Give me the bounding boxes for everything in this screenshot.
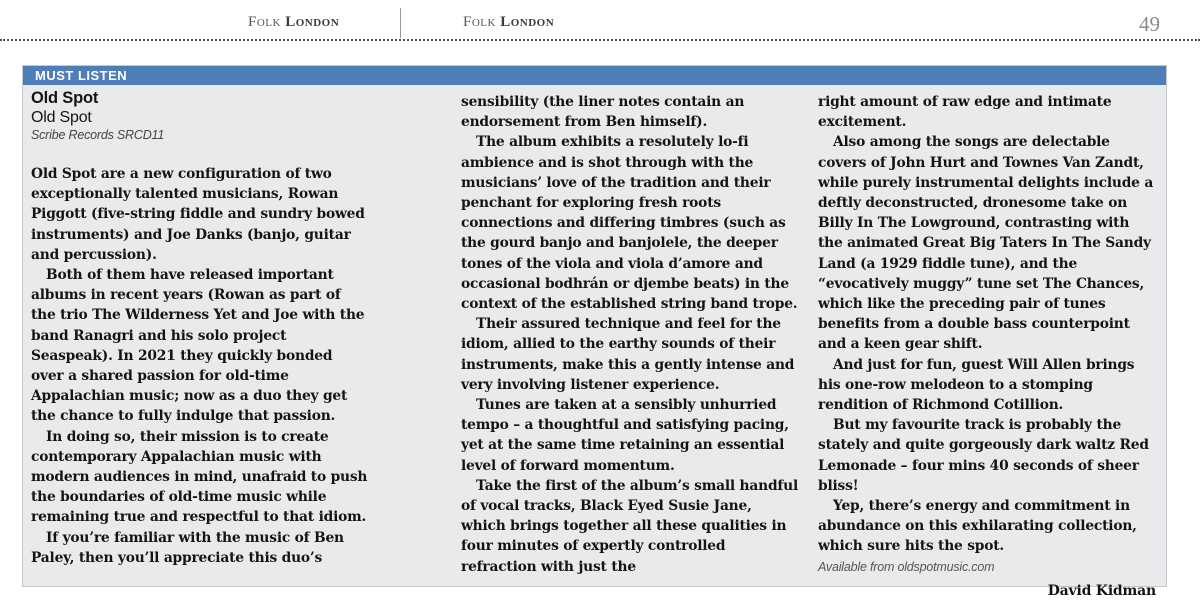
paragraph: But my favourite track is probably the stately and quite gorgeously dark waltz Red Lemonade – four mins 40 seconds of sheer bliss!	[818, 417, 1149, 494]
paragraph: If you’re familiar with the music of Ben Paley, then you’ll appreciate this duo’s	[31, 529, 344, 566]
review-column-2	[461, 92, 799, 577]
header-divider	[400, 8, 401, 38]
availability-note: Available from oldspotmusic.com	[818, 559, 995, 574]
review-box	[22, 65, 1167, 599]
paragraph: Their assured technique and feel for the idiom, allied to the earthy sounds of their instruments, make this a gently intense and very involving listener experience.	[461, 316, 795, 393]
header-dotted-rule	[0, 39, 1200, 41]
paragraph: Old Spot are a new configuration of two exceptionally talented musicians, Rowan Piggott (five-string fiddle and sundry bowed instruments) and Joe Danks (banjo, guitar and percussion).	[31, 166, 365, 263]
publication-name-right-first: Folk	[463, 14, 496, 30]
review-column-3	[818, 92, 1156, 601]
artist-name: Old Spot	[31, 89, 99, 107]
running-header-left	[248, 14, 368, 40]
paragraph: Take the first of the album’s small handful of vocal tracks, Black Eyed Susie Jane, which brings together all these qualities in four minutes of expertly controlled refraction with just the	[461, 477, 799, 575]
page-number: 49	[1139, 12, 1160, 36]
running-header-right	[463, 14, 583, 40]
paragraph: sensibility (the liner notes contain an endorsement from Ben himself).	[461, 94, 745, 131]
paragraph: In doing so, their mission is to create contemporary Appalachian music with modern audiences in mind, unafraid to push the boundaries of old-time music while remaining true and respectful to that idiom.	[31, 428, 368, 526]
record-label: Scribe Records SRCD11	[31, 128, 165, 142]
paragraph: The album exhibits a resolutely lo-fi ambience and is shot through with the musicians’ love of the tradition and their penchant for exploring fresh roots connections and differing timbres (such as the gourd banjo and banjolele, the deeper tones of the viola and viola d’amore and occasional bodhrán or djembe beats) in the context of the established string band trope.	[461, 134, 798, 313]
publication-name-left-second: London	[285, 14, 340, 30]
paragraph: right amount of raw edge and intimate excitement.	[818, 94, 1112, 131]
must-listen-banner: MUST LISTEN	[23, 66, 1166, 85]
paragraph: Both of them have released important albums in recent years (Rowan as part of the trio The Wilderness Yet and Joe with the band Ranagri and his solo project Seaspeak). In 2021 they quickly bonded over a shared passion for old-time Appalachian music; now as a duo they get the chance to fully indulge that passion.	[31, 267, 365, 425]
publication-name-left-first: Folk	[248, 14, 281, 30]
review-column-1	[31, 85, 369, 568]
album-title: Old Spot	[31, 109, 92, 126]
reviewer-byline: David Kidman	[1047, 582, 1156, 599]
review-columns	[23, 85, 1166, 599]
paragraph: Tunes are taken at a sensibly unhurried tempo – a thoughtful and satisfying pacing, yet at the same time retaining an essential level of forward momentum.	[461, 397, 789, 474]
publication-name-right-second: London	[500, 14, 555, 30]
paragraph: Also among the songs are delectable covers of John Hurt and Townes Van Zandt, while purely instrumental delights include a deftly deconstructed, dronesome take on Billy In The Lowground, contrasting with the animated Great Big Taters In The Sandy Land (a 1929 fiddle tune), and the “evocatively muggy” tune set The Chances, which like the preceding pair of tunes benefits from a double bass counterpoint and a keen gear shift.	[818, 134, 1154, 353]
paragraph: Yep, there’s energy and commitment in abundance on this exhilarating collection, which sure hits the spot.	[818, 498, 1137, 555]
paragraph: And just for fun, guest Will Allen brings his one-row melodeon to a stomping rendition of Richmond Cotillion.	[818, 356, 1135, 414]
